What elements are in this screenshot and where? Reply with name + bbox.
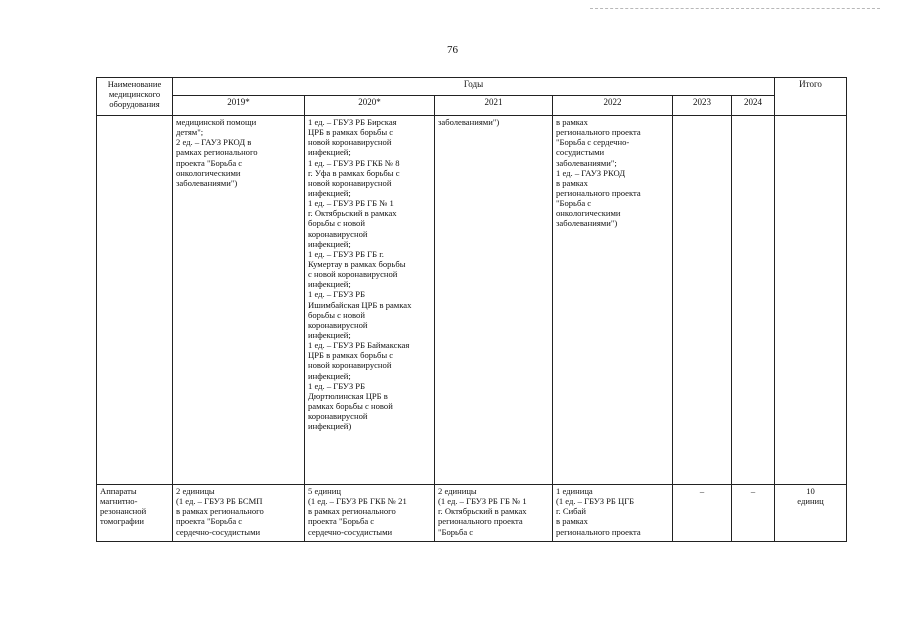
- cell-2019: 2 единицы (1 ед. – ГБУЗ РБ БСМП в рамках регионального проекта "Борьба с сердечно-сосудистыми: [173, 485, 305, 542]
- cell-equipment-name: Аппараты магнитно- резонансной томографии: [97, 485, 173, 542]
- cell-2021: заболеваниями"): [435, 116, 553, 485]
- table-row-continuation: [97, 116, 847, 485]
- page-number: 76: [447, 44, 458, 56]
- cell-2020: 5 единиц (1 ед. – ГБУЗ РБ ГКБ № 21 в рамках регионального проекта "Борьба с сердечно-сосудистыми: [305, 485, 435, 542]
- cell-2022: в рамках регионального проекта "Борьба с сердечно- сосудистыми заболеваниями"; 1 ед. – ГАУЗ РКОД в рамках регионального проекта "Борьба с онкологическими заболеваниями"): [553, 116, 673, 485]
- header-year-2020: 2020*: [305, 96, 435, 116]
- cell-2019: медицинской помощи детям"; 2 ед. – ГАУЗ РКОД в рамках регионального проекта "Борьба с онкологическими заболеваниями"): [173, 116, 305, 485]
- table-row-mri: [97, 485, 847, 542]
- cell-equipment-name: [97, 116, 173, 485]
- header-total: Итого: [775, 78, 847, 116]
- cell-2021: 2 единицы (1 ед. – ГБУЗ РБ ГБ № 1 г. Октябрьский в рамках регионального проекта "Борьба с: [435, 485, 553, 542]
- header-equipment-name: Наименование медицинского оборудования: [97, 78, 173, 116]
- cell-2023: –: [673, 485, 732, 542]
- scan-artifact-line: [590, 8, 880, 11]
- cell-2020: 1 ед. – ГБУЗ РБ Бирская ЦРБ в рамках борьбы с новой коронавирусной инфекцией; 1 ед. – ГБУЗ РБ ГКБ № 8 г. Уфа в рамках борьбы с новой коронавирусной инфекцией; 1 ед. – ГБУЗ РБ ГБ № 1 г. Октябрьский в рамках борьбы с новой коронавирусной инфекцией; 1 ед. – ГБУЗ РБ ГБ г. Кумертау в рамках борьбы с новой коронавирусной инфекцией; 1 ед. – ГБУЗ РБ Ишимбайская ЦРБ в рамках борьбы с новой коронавирусной инфекцией; 1 ед. – ГБУЗ РБ Баймакская ЦРБ в рамках борьбы с новой коронавирусной инфекцией; 1 ед. – ГБУЗ РБ Дюртюлинская ЦРБ в рамках борьбы с новой коронавирусной инфекцией): [305, 116, 435, 485]
- cell-2023: [673, 116, 732, 485]
- header-year-2024: 2024: [732, 96, 775, 116]
- cell-total: [775, 116, 847, 485]
- header-year-2019: 2019*: [173, 96, 305, 116]
- cell-2024: [732, 116, 775, 485]
- header-years: Годы: [173, 78, 775, 96]
- header-year-2021: 2021: [435, 96, 553, 116]
- cell-2024: –: [732, 485, 775, 542]
- equipment-table: [96, 77, 847, 542]
- cell-total: 10 единиц: [775, 485, 847, 542]
- cell-2022: 1 единица (1 ед. – ГБУЗ РБ ЦГБ г. Сибай в рамках регионального проекта: [553, 485, 673, 542]
- header-year-2023: 2023: [673, 96, 732, 116]
- header-year-2022: 2022: [553, 96, 673, 116]
